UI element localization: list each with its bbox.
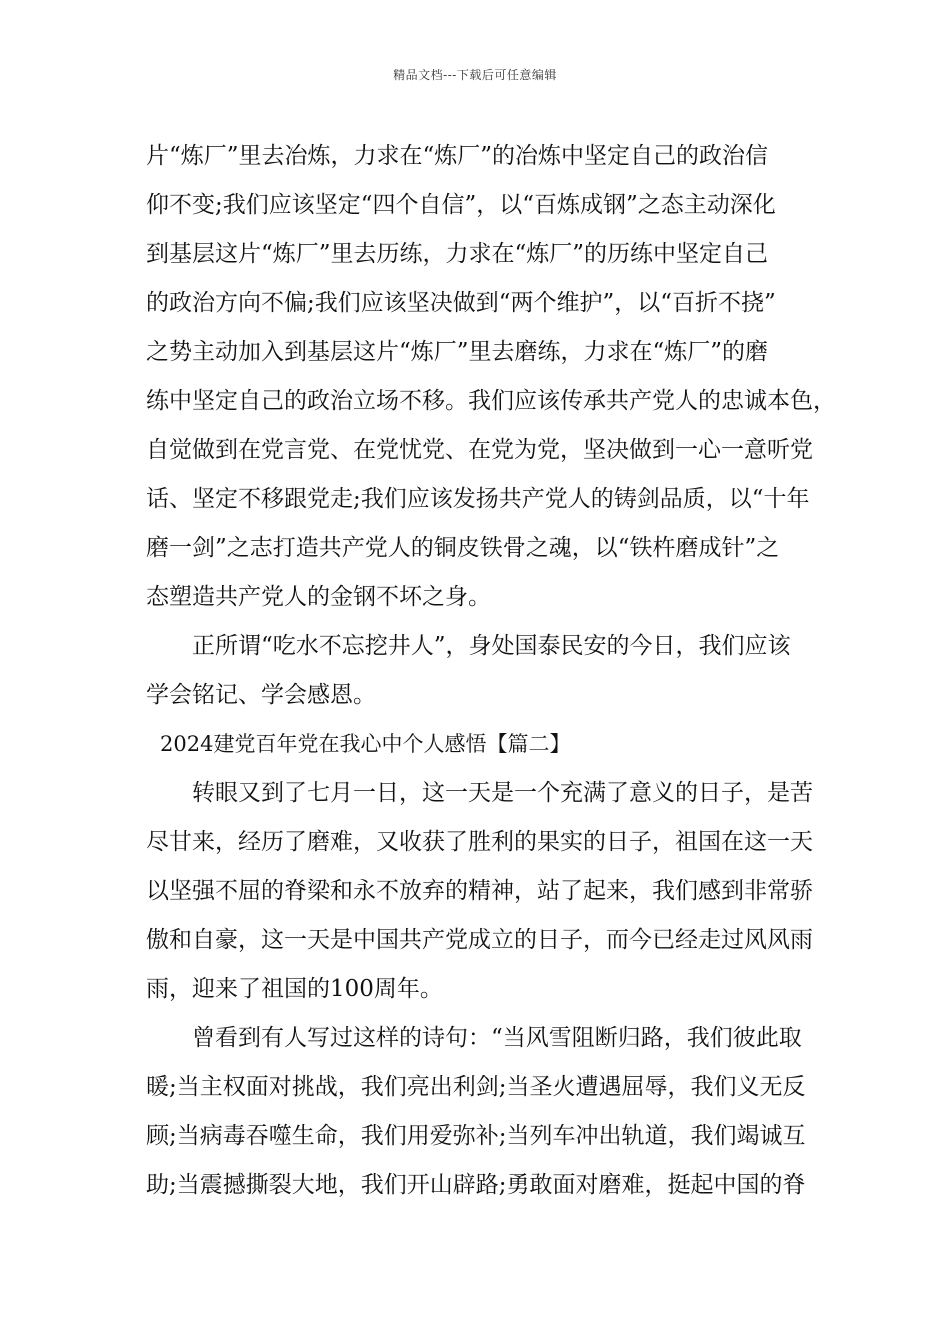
text-line: 助;当震撼撕裂大地，我们开山辟路;勇敢面对磨难，挺起中国的脊 (146, 1172, 806, 1198)
text-line: 雨，迎来了祖国的100周年。 (146, 976, 443, 1002)
text-line: 学会铭记、学会感恩。 (146, 682, 376, 708)
text-line: 到基层这片“炼厂”里去历练，力求在“炼厂”的历练中坚定自己 (146, 241, 769, 267)
text-line: 练中坚定自己的政治立场不移。我们应该传承共产党人的忠诚本色， (146, 388, 836, 414)
section-heading: 2024建党百年党在我心中个人感悟【篇二】 (160, 732, 571, 756)
text-line: 磨一剑”之志打造共产党人的铜皮铁骨之魂，以“铁杵磨成针”之 (146, 535, 780, 561)
text-line: 态塑造共产党人的金钢不坏之身。 (146, 584, 491, 610)
text-line: 暖;当主权面对挑战，我们亮出利剑;当圣火遭遇屈辱，我们义无反 (146, 1074, 806, 1100)
text-line: 自觉做到在党言党、在党忧党、在党为党，坚决做到一心一意听党 (146, 437, 813, 463)
document-body (146, 132, 836, 1210)
paragraph-start-line: 正所谓“吃水不忘挖井人”，身处国泰民安的今日，我们应该 (192, 633, 791, 659)
text-line: 片“炼厂”里去冶炼，力求在“炼厂”的冶炼中坚定自己的政治信 (146, 143, 769, 169)
paragraph-start-line: 曾看到有人写过这样的诗句：“当风雪阻断归路，我们彼此取 (192, 1025, 802, 1051)
page-header: 精品文档---下载后可任意编辑 (393, 68, 557, 82)
paragraph-start-line: 转眼又到了七月一日，这一天是一个充满了意义的日子，是苦 (192, 780, 813, 806)
text-line: 仰不变;我们应该坚定“四个自信”，以“百炼成钢”之态主动深化 (146, 192, 776, 218)
text-line: 话、坚定不移跟党走;我们应该发扬共产党人的铸剑品质，以“十年 (146, 486, 810, 512)
text-line: 的政治方向不偏;我们应该坚决做到“两个维护”，以“百折不挠” (146, 290, 776, 316)
text-line: 顾;当病毒吞噬生命，我们用爱弥补;当列车冲出轨道，我们竭诚互 (146, 1123, 806, 1149)
text-line: 傲和自豪，这一天是中国共产党成立的日子，而今已经走过风风雨 (146, 927, 813, 953)
text-line: 之势主动加入到基层这片“炼厂”里去磨练，力求在“炼厂”的磨 (146, 339, 769, 365)
text-line: 以坚强不屈的脊梁和永不放弃的精神，站了起来，我们感到非常骄 (146, 878, 813, 904)
text-line: 尽甘来，经历了磨难，又收获了胜利的果实的日子，祖国在这一天 (146, 829, 813, 855)
